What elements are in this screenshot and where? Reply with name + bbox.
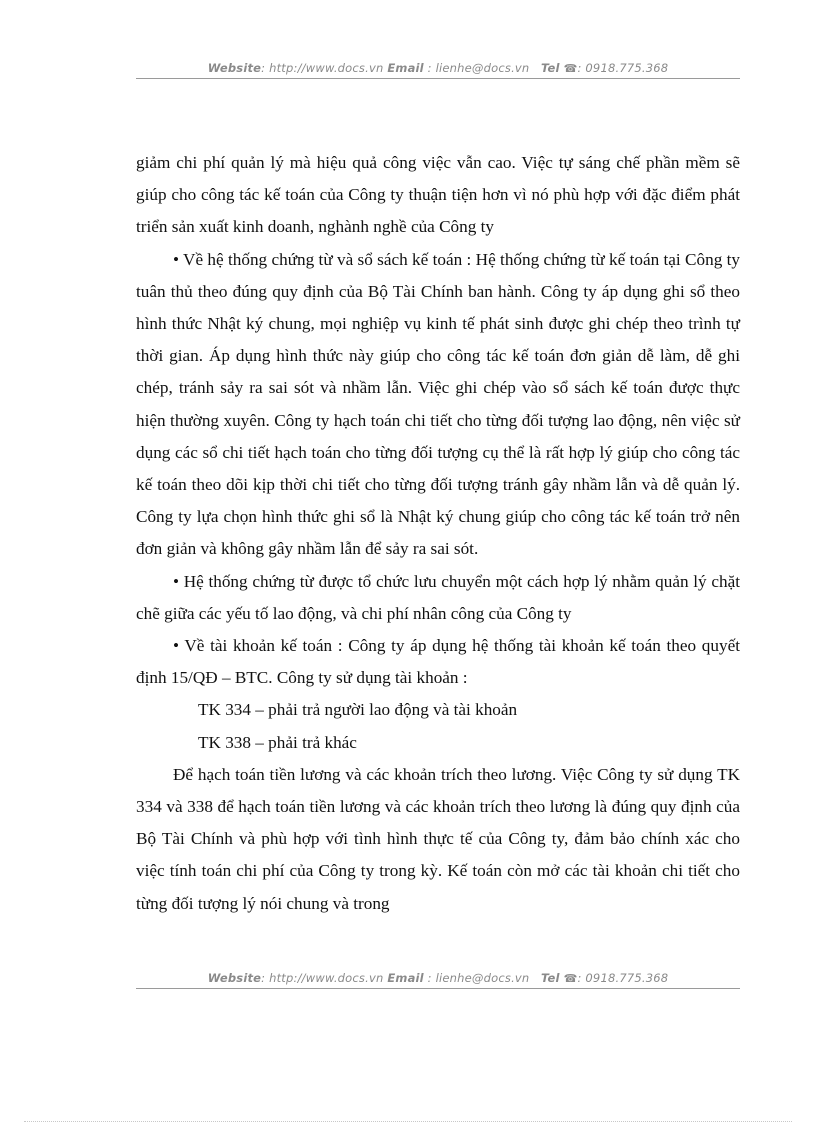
header-website-label: Website bbox=[207, 61, 262, 75]
header-email-value: : lienhe@docs.vn bbox=[427, 61, 530, 75]
page-bottom-edge bbox=[24, 1121, 792, 1122]
paragraph-voucher-flow: • Hệ thống chứng từ được tổ chức lưu chuyển một cách hợp lý nhằm quản lý chặt chẽ giữa các yếu tố lao động, và chi phí nhân công của Công ty bbox=[136, 571, 740, 623]
phone-icon: ☎ bbox=[563, 62, 578, 75]
footer-tel-label: Tel bbox=[541, 971, 560, 985]
footer-email-label: Email bbox=[387, 971, 424, 985]
account-item-334: TK 334 – phải trả người lao động và tài khoản bbox=[198, 700, 518, 720]
header-website-value: : http://www.docs.vn bbox=[261, 61, 384, 75]
header-tel-label: Tel bbox=[541, 61, 560, 75]
account-item-338: TK 338 – phải trả khác bbox=[198, 732, 357, 752]
phone-icon: ☎ bbox=[563, 972, 578, 985]
footer-email-value: : lienhe@docs.vn bbox=[427, 971, 530, 985]
footer-website-label: Website bbox=[207, 971, 262, 985]
document-body bbox=[136, 147, 740, 920]
paragraph-vouchers-books: • Về hệ thống chứng từ và sổ sách kế toán : Hệ thống chứng từ kế toán tại Công ty tuân thủ theo đúng quy định của Bộ Tài Chính ban hành. Công ty áp dụng ghi sổ theo hình thức Nhật ký chung, mọi nghiệp vụ kinh tế phát sinh được ghi chép theo trình tự thời gian. Áp dụng hình thức này giúp cho công tác kế toán đơn giản dễ làm, dễ ghi chép, tránh sảy ra sai sót và nhầm lẫn. Việc ghi chép vào sổ sách kế toán được thực hiện thường xuyên. Công ty hạch toán chi tiết cho từng đối tượng lao động, nên việc sử dụng các sổ chi tiết hạch toán cho từng đối tượng cụ thể là rất hợp lý giúp cho công tác kế toán theo dõi kịp thời chi tiết cho từng đối tượng tránh gây nhầm lẫn và dễ quản lý. Công ty lựa chọn hình thức ghi sổ là Nhật ký chung giúp cho công tác kế toán trở nên đơn giản và không gây nhầm lẫn để sảy ra sai sót. bbox=[136, 249, 740, 559]
paragraph-software: giảm chi phí quản lý mà hiệu quả công việc vẫn cao. Việc tự sáng chế phần mềm sẽ giúp cho công tác kế toán của Công ty thuận tiện hơn vì nó phù hợp với đặc điểm phát triển sản xuất kinh doanh, nghành nghề của Công ty bbox=[136, 153, 740, 237]
header-email-label: Email bbox=[387, 61, 424, 75]
page-header bbox=[136, 61, 740, 79]
page-footer bbox=[136, 971, 740, 989]
header-tel-value: : 0918.775.368 bbox=[577, 61, 669, 75]
paragraph-salary-accounting: Để hạch toán tiền lương và các khoản trích theo lương. Việc Công ty sử dụng TK 334 và 338 để hạch toán tiền lương và các khoản trích theo lương là đúng quy định của Bộ Tài Chính và phù hợp với tình hình thực tế của Công ty, đảm bảo chính xác cho việc tính toán chi phí của Công ty trong kỳ. Kế toán còn mở các tài khoản chi tiết cho từng đối tượng lý nói chung và trong bbox=[136, 764, 740, 913]
footer-website-value: : http://www.docs.vn bbox=[261, 971, 384, 985]
paragraph-accounts: • Về tài khoản kế toán : Công ty áp dụng hệ thống tài khoản kế toán theo quyết định 15/QĐ – BTC. Công ty sử dụng tài khoản : bbox=[136, 636, 740, 688]
footer-tel-value: : 0918.775.368 bbox=[577, 971, 669, 985]
